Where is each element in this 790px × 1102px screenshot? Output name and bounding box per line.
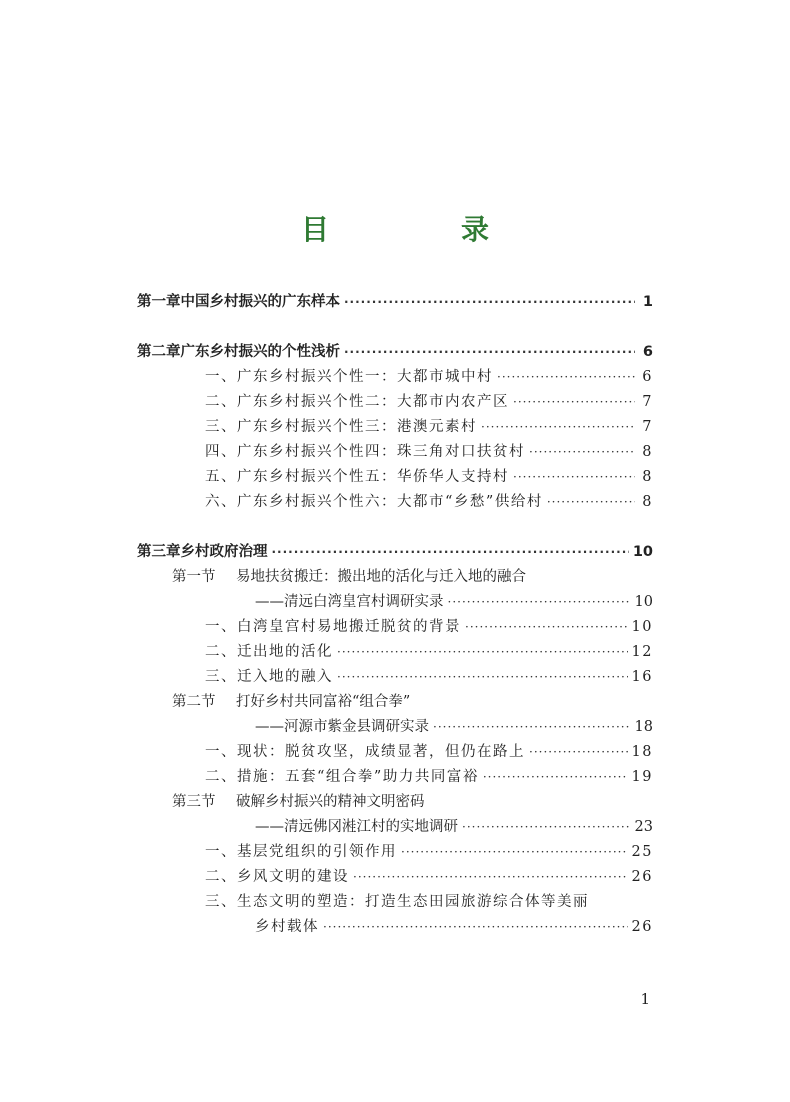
page-ref: 16 xyxy=(631,669,653,685)
page-ref: 25 xyxy=(631,844,653,860)
leader-dots xyxy=(272,541,629,563)
section-title: 打好乡村共同富裕“组合拳” xyxy=(236,694,411,710)
page-ref: 10 xyxy=(631,619,653,635)
toc-item[interactable] xyxy=(205,666,653,688)
page-ref: 6 xyxy=(642,369,653,385)
page-ref: 7 xyxy=(642,394,653,410)
chapter-number: 第三章 xyxy=(137,544,181,560)
leader-dots xyxy=(337,641,628,663)
toc-section-2[interactable] xyxy=(172,691,653,713)
item-title: 三、迁入地的融入 xyxy=(205,669,333,685)
chapter-number: 第二章 xyxy=(137,344,181,360)
toc-item[interactable] xyxy=(205,891,653,913)
toc-item[interactable] xyxy=(205,616,653,638)
page-ref: 26 xyxy=(631,919,653,935)
item-title: 一、广东乡村振兴个性一：大都市城中村 xyxy=(205,369,493,385)
toc-item[interactable] xyxy=(205,766,653,788)
chapter-title: 中国乡村振兴的广东样本 xyxy=(180,294,340,310)
toc-item[interactable] xyxy=(205,366,653,388)
leader-dots xyxy=(344,341,635,363)
section-subtitle: ——清远白湾皇宫村调研实录 xyxy=(255,594,444,610)
toc-section-subtitle[interactable] xyxy=(255,591,653,613)
section-subtitle: ——清远佛冈溎江村的实地调研 xyxy=(255,819,458,835)
item-title: 一、白湾皇宫村易地搬迁脱贫的背景 xyxy=(205,619,461,635)
leader-dots xyxy=(481,416,635,438)
section-subtitle: ——河源市紫金县调研实录 xyxy=(255,719,429,735)
item-title: 三、广东乡村振兴个性三：港澳元素村 xyxy=(205,419,477,435)
page-ref: 10 xyxy=(632,544,653,560)
leader-dots xyxy=(547,491,635,513)
toc-item[interactable] xyxy=(205,466,653,488)
page-ref: 18 xyxy=(631,744,653,760)
leader-dots xyxy=(448,591,631,613)
page-ref: 8 xyxy=(642,494,653,510)
item-title: 一、现状：脱贫攻坚，成绩显著，但仍在路上 xyxy=(205,744,525,760)
leader-dots xyxy=(323,916,628,938)
chapter-number: 第一章 xyxy=(137,294,181,310)
item-title: 三、生态文明的塑造：打造生态田园旅游综合体等美丽 xyxy=(205,894,589,910)
leader-dots xyxy=(497,366,635,388)
chapter-title: 乡村政府治理 xyxy=(180,544,268,560)
page-ref: 18 xyxy=(634,719,653,735)
leader-dots xyxy=(529,441,635,463)
page-ref: 8 xyxy=(642,469,653,485)
item-title: 乡村载体 xyxy=(255,919,319,935)
page-title: 目 录 xyxy=(300,213,541,246)
section-title: 易地扶贫搬迁：搬出地的活化与迁入地的融合 xyxy=(236,569,526,585)
item-title: 二、措施：五套“组合拳”助力共同富裕 xyxy=(205,769,479,785)
page-ref: 12 xyxy=(631,644,653,660)
item-title: 五、广东乡村振兴个性五：华侨华人支持村 xyxy=(205,469,509,485)
item-title: 二、迁出地的活化 xyxy=(205,644,333,660)
toc-section-1[interactable] xyxy=(172,566,653,588)
page-ref: 19 xyxy=(631,769,653,785)
leader-dots xyxy=(483,766,628,788)
toc-chapter-1[interactable] xyxy=(137,291,653,313)
leader-dots xyxy=(513,391,635,413)
leader-dots xyxy=(465,616,628,638)
toc-section-subtitle[interactable] xyxy=(255,716,653,738)
toc-item-continuation[interactable] xyxy=(255,916,653,938)
section-number: 第三节 xyxy=(172,794,216,810)
section-number: 第二节 xyxy=(172,694,216,710)
page-ref: 8 xyxy=(642,444,653,460)
toc-chapter-3[interactable] xyxy=(137,541,653,563)
item-title: 四、广东乡村振兴个性四：珠三角对口扶贫村 xyxy=(205,444,525,460)
leader-dots xyxy=(353,866,628,888)
toc-section-3[interactable] xyxy=(172,791,653,813)
leader-dots xyxy=(337,666,628,688)
leader-dots xyxy=(344,291,635,313)
page-ref: 10 xyxy=(634,594,653,610)
section-number: 第一节 xyxy=(172,569,216,585)
leader-dots xyxy=(433,716,631,738)
page-ref: 6 xyxy=(642,344,653,360)
toc-item[interactable] xyxy=(205,866,653,888)
toc-item[interactable] xyxy=(205,841,653,863)
section-title: 破解乡村振兴的精神文明密码 xyxy=(236,794,425,810)
toc-item[interactable] xyxy=(205,741,653,763)
toc-section-subtitle[interactable] xyxy=(255,816,653,838)
item-title: 二、乡风文明的建设 xyxy=(205,869,349,885)
leader-dots xyxy=(462,816,631,838)
item-title: 六、广东乡村振兴个性六：大都市“乡愁”供给村 xyxy=(205,494,543,510)
page-ref: 26 xyxy=(631,869,653,885)
leader-dots xyxy=(401,841,628,863)
page-ref: 23 xyxy=(634,819,653,835)
page-ref: 1 xyxy=(642,294,653,310)
toc-item[interactable] xyxy=(205,491,653,513)
toc-item[interactable] xyxy=(205,641,653,663)
page-ref: 7 xyxy=(642,419,653,435)
toc-chapter-2[interactable] xyxy=(137,341,653,363)
toc-item[interactable] xyxy=(205,441,653,463)
leader-dots xyxy=(529,741,628,763)
item-title: 一、基层党组织的引领作用 xyxy=(205,844,397,860)
item-title: 二、广东乡村振兴个性二：大都市内农产区 xyxy=(205,394,509,410)
toc-item[interactable] xyxy=(205,416,653,438)
chapter-title: 广东乡村振兴的个性浅析 xyxy=(180,344,340,360)
leader-dots xyxy=(513,466,635,488)
toc-item[interactable] xyxy=(205,391,653,413)
page-number: 1 xyxy=(640,990,650,1008)
